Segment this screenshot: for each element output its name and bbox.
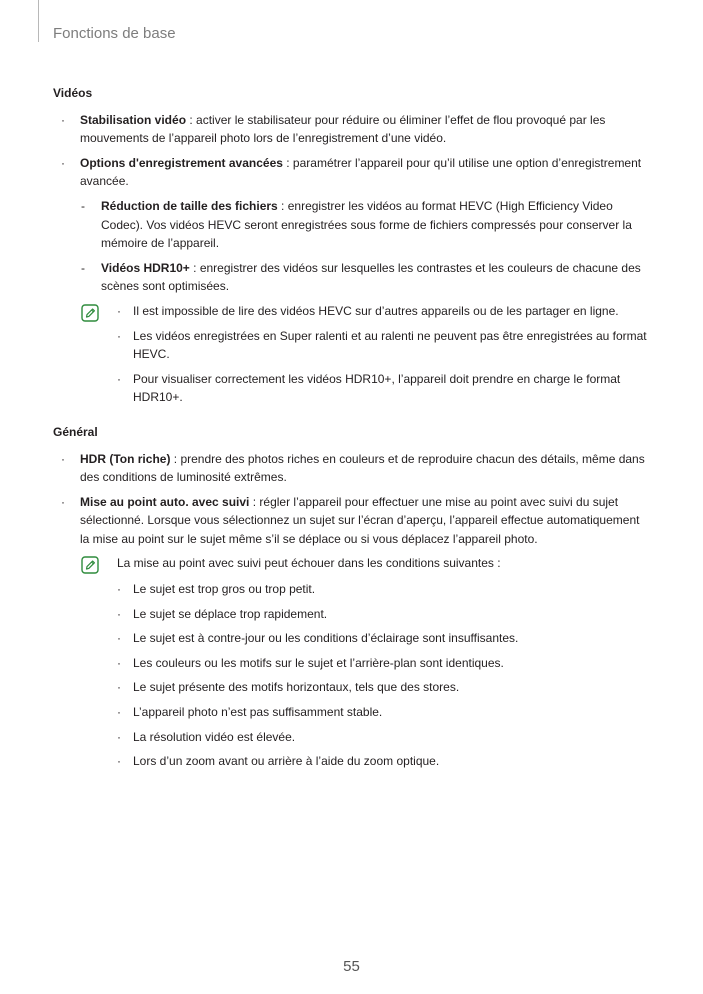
item-term: Options d'enregistrement avancées [80, 155, 283, 170]
note-item [117, 728, 649, 747]
list-item [53, 154, 649, 191]
list-item [53, 450, 649, 487]
note-text: Le sujet est trop gros ou trop petit. [133, 582, 316, 597]
dash-icon: - [81, 260, 85, 275]
item-term: Réduction de taille des fichiers [101, 198, 278, 213]
item-term: Stabilisation vidéo [80, 112, 187, 127]
note-intro: La mise au point avec suivi peut échouer dans les conditions suivantes : [117, 556, 501, 571]
item-term: HDR (Ton riche) [80, 451, 171, 466]
bullet-icon: · [117, 729, 121, 744]
note-item [117, 752, 649, 771]
note-text: Le sujet se déplace trop rapidement. [133, 606, 328, 621]
bullet-icon: · [117, 705, 121, 720]
item-description: : activer le stabilisateur pour réduire ou éliminer l’effet de flou provoqué par les mouvements de l’appareil photo lors de l’enregistrement d’une vidéo. [80, 112, 606, 146]
bullet-icon: · [117, 680, 121, 695]
note-box-videos [53, 302, 649, 407]
note-item [117, 327, 649, 364]
note-item [117, 605, 649, 624]
note-pencil-icon [81, 556, 99, 574]
page-content [53, 84, 649, 781]
bullet-icon: · [61, 494, 65, 509]
note-text: L’appareil photo n’est pas suffisamment stable. [133, 705, 383, 720]
bullet-icon: · [117, 328, 121, 343]
sub-list-item [53, 197, 649, 253]
bullet-icon: · [117, 582, 121, 597]
bullet-icon: · [61, 112, 65, 127]
item-description: : enregistrer des vidéos sur lesquelles les contrastes et les couleurs de chacune des scènes sont optimisées. [101, 260, 641, 294]
item-description: : enregistrer les vidéos au format HEVC (High Efficiency Video Codec). Vos vidéos HEVC seront enregistrées sous forme de fichiers compressés pour conserver la mémoire de l’appareil. [101, 198, 632, 251]
bullet-icon: · [117, 371, 121, 386]
page-header: Fonctions de base [53, 25, 176, 42]
note-text: Pour visualiser correctement les vidéos HDR10+, l’appareil doit prendre en charge le format HDR10+. [133, 371, 621, 405]
note-text: La résolution vidéo est élevée. [133, 729, 296, 744]
note-text: Le sujet est à contre-jour ou les conditions d’éclairage sont insuffisantes. [133, 631, 519, 646]
bullet-icon: · [117, 655, 121, 670]
list-item [53, 493, 649, 549]
bullet-icon: · [117, 606, 121, 621]
note-text: Lors d’un zoom avant ou arrière à l’aide du zoom optique. [133, 754, 440, 769]
note-item [117, 302, 649, 321]
note-box-general [53, 554, 649, 770]
section-title-general: Général [53, 424, 98, 439]
item-description: : prendre des photos riches en couleurs et de reproduire chacun des détails, même dans des conditions de luminosité extrêmes. [80, 451, 645, 485]
note-text: Il est impossible de lire des vidéos HEVC sur d’autres appareils ou de les partager en ligne. [133, 303, 619, 318]
note-item [117, 580, 649, 599]
bullet-icon: · [117, 754, 121, 769]
bullet-icon: · [117, 631, 121, 646]
page-number: 55 [343, 958, 360, 975]
sub-list-item [53, 259, 649, 296]
note-item [117, 703, 649, 722]
bullet-icon: · [61, 451, 65, 466]
bullet-icon: · [117, 303, 121, 318]
note-item [117, 370, 649, 407]
header-divider [38, 0, 39, 42]
item-description: : paramétrer l’appareil pour qu’il utilise une option d’enregistrement avancée. [80, 155, 642, 189]
note-item [117, 629, 649, 648]
note-text: Les vidéos enregistrées en Super ralenti et au ralenti ne peuvent pas être enregistrées au format HEVC. [133, 328, 647, 362]
note-text: Les couleurs ou les motifs sur le sujet et l’arrière-plan sont identiques. [133, 655, 504, 670]
note-pencil-icon [81, 304, 99, 322]
note-item [117, 678, 649, 697]
dash-icon: - [81, 198, 85, 213]
item-term: Vidéos HDR10+ [101, 260, 190, 275]
item-term: Mise au point auto. avec suivi [80, 494, 250, 509]
note-item [117, 654, 649, 673]
bullet-icon: · [61, 155, 65, 170]
section-title-videos: Vidéos [53, 86, 93, 100]
list-item [53, 111, 649, 148]
note-text: Le sujet présente des motifs horizontaux, tels que des stores. [133, 680, 460, 695]
item-description: : régler l’appareil pour effectuer une mise au point avec suivi du sujet sélectionné. Lorsque vous sélectionnez un sujet sur l’écran d’aperçu, l’appareil effectue automatiquement la mise au point sur le sujet même s’il se déplace ou si vous déplacez l’appareil photo. [80, 494, 640, 546]
